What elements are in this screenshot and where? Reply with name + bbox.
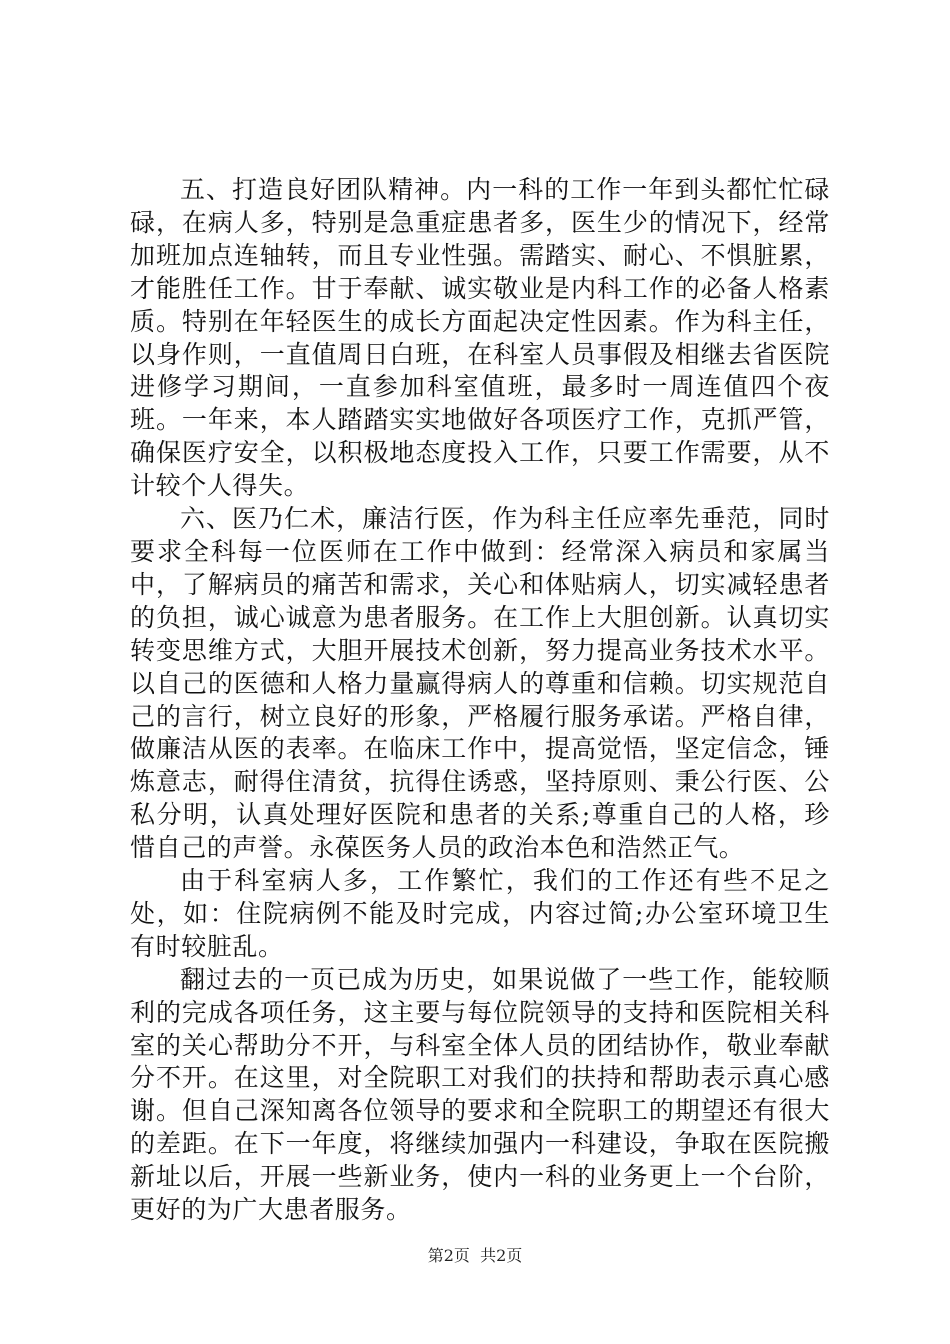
paragraph-teamwork: 五、打造良好团队精神。内一科的工作一年到头都忙忙碌碌，在病人多，特别是急重症患者多，医生少的情况下，经常加班加点连轴转，而且专业性强。需踏实、耐心、不惧脏累，才能胜任工作。甘于奉献、诚实敬业是内科工作的必备人格素质。特别在年轻医生的成长方面起决定性因素。作为科主任，以身作则，一直值周日白班，在科室人员事假及相继去省医院进修学习期间，一直参加科室值班，最多时一周连值四个夜班。一年来，本人踏踏实实地做好各项医疗工作，克抓严管，确保医疗安全，以积极地态度投入工作，只要工作需要，从不计较个人得失。 (130, 175, 830, 501)
page-number: 第2页 共2页 (427, 1246, 523, 1265)
document-body (130, 174, 830, 1227)
paragraph-ethics: 六、医乃仁术，廉洁行医，作为科主任应率先垂范，同时要求全科每一位医师在工作中做到：经常深入病员和家属当中，了解病员的痛苦和需求，关心和体贴病人，切实减轻患者的负担，诚心诚意为患者服务。在工作上大胆创新。认真切实转变思维方式，大胆开展技术创新，努力提高业务技术水平。以自己的医德和人格力量赢得病人的尊重和信赖。切实规范自己的言行，树立良好的形象，严格履行服务承诺。严格自律，做廉洁从医的表率。在临床工作中，提高觉悟，坚定信念，锤炼意志，耐得住清贫，抗得住诱惑，坚持原则、秉公行医、公私分明，认真处理好医院和患者的关系;尊重自己的人格，珍惜自己的声誉。永葆医务人员的政治本色和浩然正气。 (130, 504, 830, 863)
paragraph-shortcomings: 由于科室病人多，工作繁忙，我们的工作还有些不足之处，如：住院病例不能及时完成，内容过简;办公室环境卫生有时较脏乱。 (130, 866, 830, 961)
page-footer (0, 1246, 950, 1266)
paragraph-conclusion: 翻过去的一页已成为历史，如果说做了一些工作，能较顺利的完成各项任务，这主要与每位院领导的支持和医院相关科室的关心帮助分不开，与科室全体人员的团结协作，敬业奉献分不开。在这里，对全院职工对我们的扶持和帮助表示真心感谢。但自己深知离各位领导的要求和全院职工的期望还有很大的差距。在下一年度，将继续加强内一科建设，争取在医院搬新址以后，开展一些新业务，使内一科的业务更上一个台阶，更好的为广大患者服务。 (130, 964, 830, 1225)
